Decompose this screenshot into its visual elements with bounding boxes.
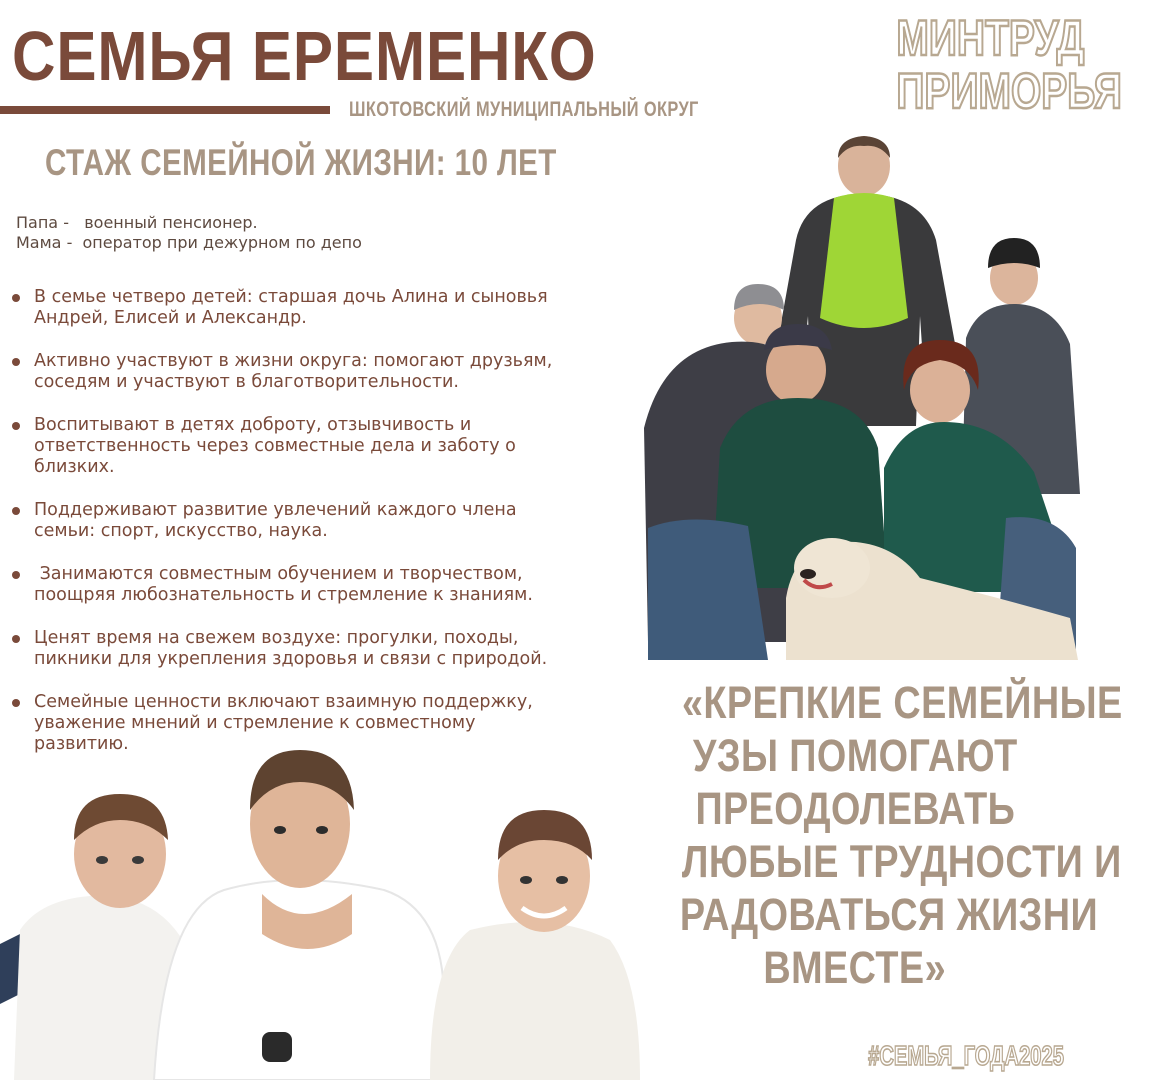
bullet-icon [12,294,20,302]
bullet-icon [12,635,20,643]
list-item: Активно участвуют в жизни округа: помогают друзьям, соседям и участвуют в благотворительности. [12,351,644,393]
list-item: Ценят время на свежем воздухе: прогулки, походы, пикники для укрепления здоровья и связи с природой. [12,628,644,670]
list-item: Семейные ценности включают взаимную поддержку, уважение мнений и стремление к совместному развитию. [12,692,644,755]
page-title: СЕМЬЯ ЕРЕМЕНКО [12,17,597,95]
family-facts-list [12,287,644,777]
ministry-line-1: МИНТРУД [896,10,1085,66]
boys-photo [0,744,644,1080]
family-quote: «КРЕПКИЕ СЕМЕЙНЫЕ УЗЫ ПОМОГАЮТ ПРЕОДОЛЕВАТЬ ЛЮБЫЕ ТРУДНОСТИ И РАДОВАТЬСЯ ЖИЗНИ ВМЕСТЕ» [679,677,1123,993]
bullet-icon [12,422,20,430]
ministry-line-2: ПРИМОРЬЯ [896,63,1122,119]
bullet-icon [12,699,20,707]
mother-occupation: Мама - оператор при дежурном по депо [16,233,362,252]
father-occupation: Папа - военный пенсионер. [16,213,258,232]
parents-info [16,213,362,253]
campaign-hashtag: #СЕМЬЯ_ГОДА2025 [868,1040,1064,1071]
bullet-icon [12,507,20,515]
title-underline [0,106,330,114]
marriage-tenure: СТАЖ СЕМЕЙНОЙ ЖИЗНИ: 10 ЛЕТ [45,142,557,183]
list-item: В семье четверо детей: старшая дочь Алина и сыновья Андрей, Елисей и Александр. [12,287,644,329]
list-item: Поддерживают развитие увлечений каждого члена семьи: спорт, искусство, наука. [12,500,644,542]
family-photo [636,128,1080,660]
ministry-logo [896,10,1122,119]
bullet-icon [12,358,20,366]
district-label: ШКОТОВСКИЙ МУНИЦИПАЛЬНЫЙ ОКРУГ [349,98,699,121]
list-item: Воспитывают в детях доброту, отзывчивость и ответственность через совместные дела и заботу о близких. [12,415,644,478]
list-item: Занимаются совместным обучением и творчеством, поощряя любознательность и стремление к знаниям. [12,564,644,606]
bullet-icon [12,571,20,579]
